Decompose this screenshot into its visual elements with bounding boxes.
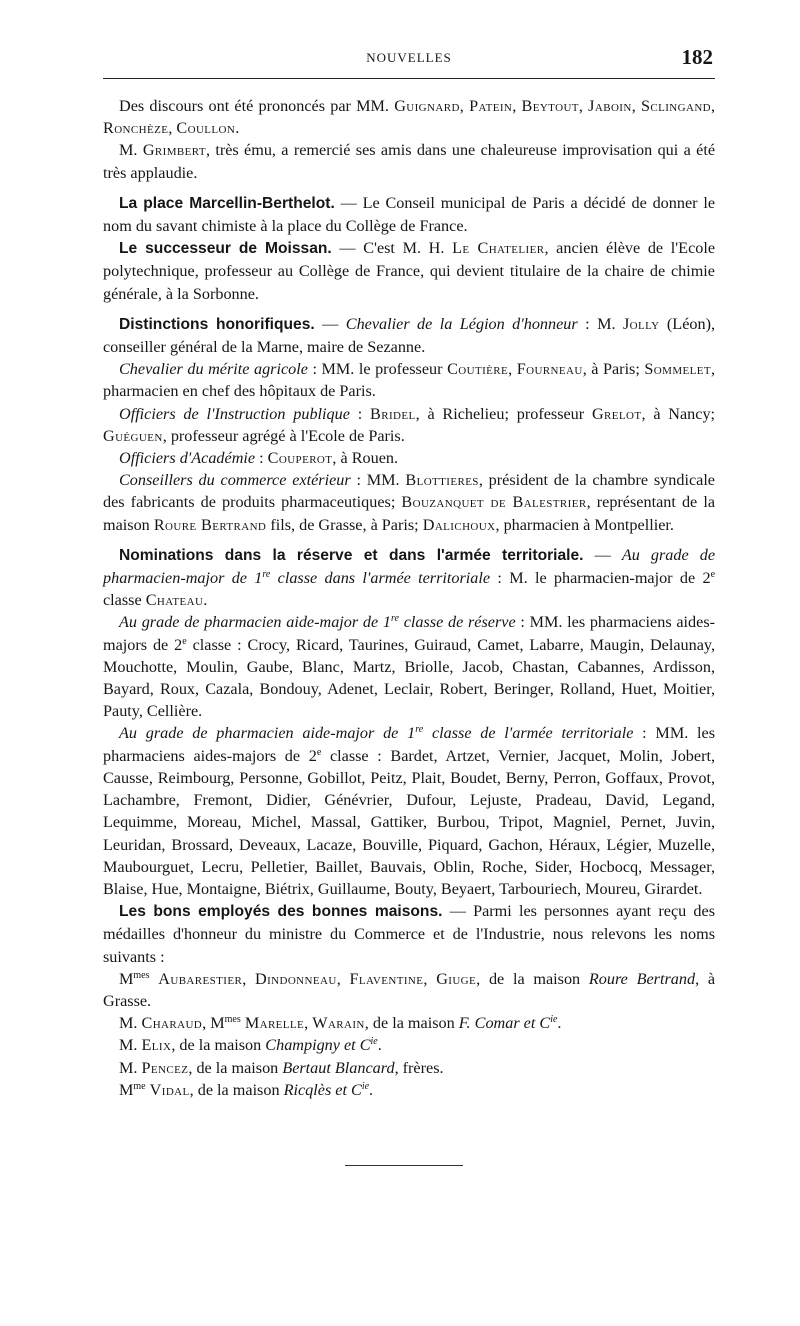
section-nominations: Nominations dans la réserve et dans l'armée territoriale. — Au grade de pharmacien-major de 1re classe dans l'armée territoriale : M. le pharmacien-major de 2e classe Chateau.	[103, 545, 716, 610]
paragraph-merite-agricole: Chevalier du mérite agricole : MM. le professeur Coutière, Fourneau, à Paris; Sommelet, pharmacien en chef des hôpitaux de Paris.	[103, 360, 716, 401]
page-number: 182	[681, 45, 713, 69]
paragraph-commerce-exterieur: Conseillers du commerce extérieur : MM. Blottieres, président de la chambre syndicale des fabricants de produits pharmaceutiques; Bouzanquet de Balestrier, représentant de la maison Roure Bertrand fils, de Grasse, à Paris; Dalichoux, pharmacien à Montpellier.	[103, 471, 716, 534]
list-item: M. Pencez, de la maison Bertaut Blancard, frères.	[119, 1058, 444, 1077]
section-heading: Distinctions honorifiques.	[119, 315, 315, 333]
section-distinctions: Distinctions honorifiques. — Chevalier de la Légion d'honneur : M. Jolly (Léon), conseiller général de la Marne, maire de Sezanne.	[103, 314, 716, 357]
section-heading: Les bons employés des bonnes maisons.	[119, 903, 443, 921]
article-body	[103, 95, 715, 1101]
section-heading: La place Marcellin-Berthelot.	[119, 194, 335, 212]
section-place-berthelot: La place Marcellin-Berthelot. — Le Conseil municipal de Paris a décidé de donner le nom du savant chimiste à la place du Collège de France.	[103, 193, 716, 236]
paragraph-academie: Officiers d'Académie : Couperot, à Rouen.	[119, 449, 399, 468]
section-heading: Le successeur de Moissan.	[119, 240, 332, 258]
end-rule	[345, 1165, 463, 1166]
list-item: $M^{mes}$ Aubarestier, Dindonneau, Flaventine, Giuge, de la maison Roure Bertrand, à Grasse.	[103, 969, 716, 1010]
paragraph-discours: Des discours ont été prononcés par MM. Guignard, Patein, Beytout, Jaboin, Sclingand, Ronchèze, Coullon.	[103, 97, 716, 138]
list-item: M. Elix, de la maison Champigny et $C^{ie}$.	[119, 1036, 382, 1055]
section-heading: Nominations dans la réserve et dans l'armée territoriale.	[119, 546, 584, 564]
running-title: NOUVELLES	[366, 50, 452, 65]
running-head	[103, 45, 715, 74]
paragraph-instruction-publique: Officiers de l'Instruction publique : Bridel, à Richelieu; professeur Grelot, à Nancy; Guéguen, professeur agrégé à l'Ecole de Paris.	[103, 404, 716, 445]
paragraph-aide-major-reserve: Au grade de pharmacien aide-major de 1re classe de réserve : MM. les pharmaciens aides-majors de 2e classe : Crocy, Ricard, Taurines, Guiraud, Camet, Labarre, Maugin, Delaunay, Mouchotte, Moulin, Gaube, Blanc, Martz, Briolle, Jacob, Chastan, Cabannes, Ardisson, Bayard, Roux, Cazala, Bondouy, Adenet, Leclair, Robert, Beringer, Rolland, Huet, Moitier, Pauty, Cellière.	[103, 613, 716, 721]
section-bons-employes: Les bons employés des bonnes maisons. — Parmi les personnes ayant reçu des médailles d'honneur du ministre du Commerce et de l'Industrie, nous relevons les noms suivants :	[103, 902, 716, 966]
section-successeur-moissan: Le successeur de Moissan. — C'est M. H. Le Chatelier, ancien élève de l'Ecole polytechnique, professeur au Collège de France, qui devient titulaire de la chaire de chimie générale, à la Sorbonne.	[103, 239, 716, 303]
header-rule	[103, 78, 715, 79]
list-item: M. Charaud, $M^{mes}$ Marelle, Warain, de la maison F. Comar et $C^{ie}$.	[119, 1014, 562, 1033]
paragraph-aide-major-territoriale: Au grade de pharmacien aide-major de 1re classe de l'armée territoriale : MM. les pharmaciens aides-majors de 2e classe : Bardet, Artzet, Vernier, Jacquet, Molin, Jobert, Causse, Reimbourg, Personne, Gobillot, Peitz, Plait, Boudet, Berny, Perron, Goffaux, Provot, Lachambre, Fremont, Didier, Génévrier, Dufour, Lejuste, Pradeau, David, Legand, Lequimme, Moreau, Michel, Massal, Gattiker, Burbou, Tripot, Magniel, Pernet, Juvin, Leuridan, Brossard, Deveaux, Lacaze, Bouville, Piquard, Gachon, Héraux, Légier, Muzelle, Maubourguet, Lecru, Pelletier, Baillet, Bauvais, Oblin, Roche, Sider, Hocbocq, Messager, Blaise, Hue, Montaigne, Biétrix, Guillaume, Bouty, Beyaert, Tarbouriech, Moureu, Girardet.	[103, 724, 716, 898]
list-item: $M^{me}$ Vidal, de la maison Ricqlès et $C^{ie}$.	[119, 1080, 374, 1099]
paragraph-grimbert: M. Grimbert, très ému, a remercié ses amis dans une chaleureuse improvisation qui a été très applaudie.	[103, 141, 716, 182]
